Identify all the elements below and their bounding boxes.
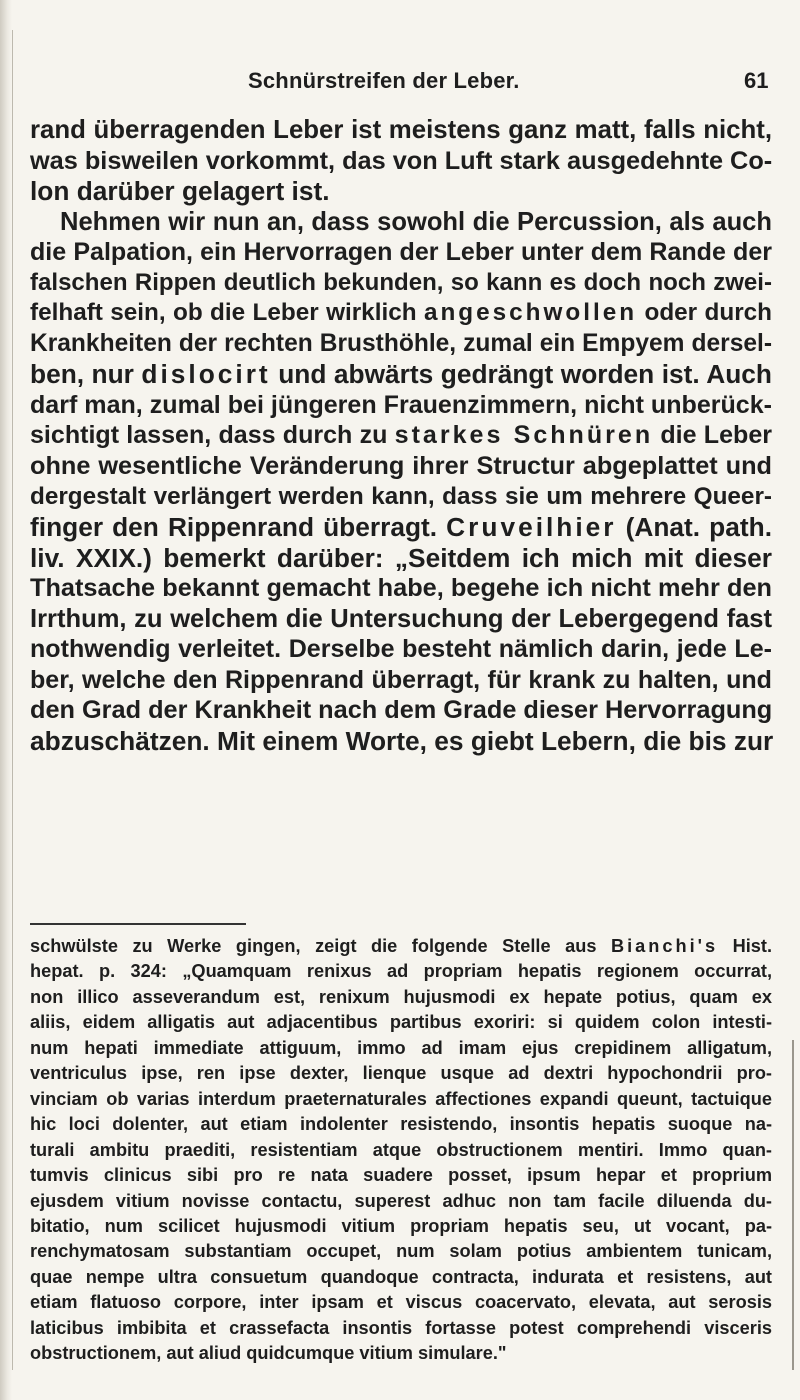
text-run: oder durch (637, 299, 773, 327)
text-line (30, 512, 772, 543)
page-number: 61 (744, 68, 769, 93)
text-line: Nehmen wir nun an, dass sowohl die Percussion, als auch (60, 207, 772, 236)
text-line (30, 359, 772, 390)
text-line: dergestalt verlängert werden kann, dass sie um mehrere Queer- (30, 482, 772, 510)
footnote-line: ventriculus ipse, ren ipse dexter, lienque usque ad dextri hypochondrii pro- (30, 1063, 772, 1084)
text-line: rand überragenden Leber ist meistens ganz matt, falls nicht, (30, 116, 772, 144)
emphasis-angeschwollen: angeschwollen (423, 299, 638, 327)
footnote-line: hepat. p. 324: „Quamquam renixus ad propriam hepatis regionem occurrat, (30, 961, 772, 982)
footnote-line: laticibus imbibita et crassefacta insontis fortasse potest comprehendi visceris (30, 1317, 772, 1338)
footnote (30, 934, 772, 1367)
text-line: was bisweilen vorkommt, das von Luft stark ausgedehnte Co- (30, 146, 773, 175)
running-title: Schnürstreifen der Leber. (248, 68, 520, 93)
text-line: nothwendig verleitet. Derselbe besteht nämlich darin, jede Le- (30, 635, 772, 664)
text-line: falschen Rippen deutlich bekunden, so kann es doch noch zwei- (30, 268, 772, 296)
footnote-line: aliis, eidem alligatis aut adjacentibus partibus exoriri: si quidem colon intesti- (30, 1012, 772, 1033)
text-line (30, 420, 772, 451)
footnote-line (30, 934, 772, 959)
text-line: Krankheiten der rechten Brusthöhle, zumal ein Empyem dersel- (30, 329, 772, 357)
footnote-line: non illico asseverandum est, renixum hujusmodi ex hepate potius, quam ex (30, 986, 772, 1007)
text-run: die Leber (653, 421, 772, 450)
text-line (30, 298, 772, 329)
footnote-line: quae nempe ultra consuetum quandoque contracta, indurata et resistens, aut (30, 1266, 772, 1287)
footnote-line: turali ambitu praediti, resistentiam atque obstructionem mentiri. Immo quan- (30, 1139, 772, 1160)
footnote-rule (30, 923, 246, 925)
text-run: schwülste zu Werke gingen, zeigt die folgende Stelle aus (30, 936, 611, 956)
footnote-line: bitatio, num scilicet hujusmodi vitium propriam hepatis seu, ut vocant, pa- (30, 1215, 772, 1236)
footnote-line: obstructionem, aut aliud quidcumque vitium simulare." (30, 1343, 507, 1364)
footnote-line: renchymatosam substantiam occupet, num solam potius ambientem tunicam, (30, 1241, 772, 1262)
text-run: ben, nur (30, 359, 142, 390)
text-line: darf man, zumal bei jüngeren Frauenzimmern, nicht unberück- (30, 390, 772, 419)
page-spine-shadow (0, 0, 12, 1400)
text-line: liv. XXIX.) bemerkt darüber: „Seitdem ich mich mit dieser (30, 542, 772, 573)
text-run: und abwärts gedrängt worden ist. Auch (270, 359, 772, 390)
emphasis-dislocirt: dislocirt (141, 359, 271, 390)
footnote-line: etiam flatuoso corpore, inter ipsam et viscus coacervato, elevata, aut serosis (30, 1292, 772, 1313)
text-line: Irrthum, zu welchem die Untersuchung der Lebergegend fast (30, 604, 772, 633)
footnote-line: tumvis clinicus sibi pro re nata suadere posset, ipsum hepar et proprium (30, 1165, 772, 1186)
emphasis-starkes-schnueren: starkes Schnüren (394, 421, 654, 450)
text-run: felhaft sein, ob die Leber wirklich (30, 299, 424, 327)
text-line: ohne wesentliche Veränderung ihrer Structur abgeplattet und (30, 452, 772, 481)
footnote-line: vinciam ob varias interdum praeternaturales affectiones expandi queunt, tactuique (30, 1088, 772, 1109)
text-run: (Anat. path. (616, 512, 772, 543)
page-edge-line (12, 30, 13, 1370)
text-run: sichtigt lassen, dass durch zu (30, 421, 395, 450)
text-line: abzuschätzen. Mit einem Worte, es giebt Lebern, die bis zur (30, 725, 774, 756)
text-run: Hist. (718, 936, 772, 956)
page-header (0, 68, 800, 98)
footnote-line: num hepati immediate attiguum, immo ad imam ejus crepidinem alligatum, (30, 1037, 772, 1058)
footnote-line: hic loci dolenter, aut etiam indolenter resistendo, insontis hepatis suoque na- (30, 1114, 772, 1135)
author-bianchi: Bianchi's (610, 936, 719, 956)
text-line: ber, welche den Rippenrand überragt, für krank zu halten, und (30, 665, 772, 694)
author-cruveilhier: Cruveilhier (446, 512, 617, 543)
text-line: den Grad der Krankheit nach dem Grade dieser Hervorragung (30, 696, 773, 725)
footnote-line: ejusdem vitium novisse contactu, superest adhuc non tam facile diluenda du- (30, 1190, 772, 1211)
text-run: finger den Rippenrand überragt. (30, 512, 447, 543)
main-text (30, 115, 772, 756)
text-line: lon darüber gelagert ist. (30, 176, 330, 207)
text-line: Thatsache bekannt gemacht habe, begehe ich nicht mehr den (30, 574, 772, 603)
text-line: die Palpation, ein Hervorragen der Leber unter dem Rande der (30, 238, 772, 267)
page-right-edge-mark (792, 1040, 794, 1370)
